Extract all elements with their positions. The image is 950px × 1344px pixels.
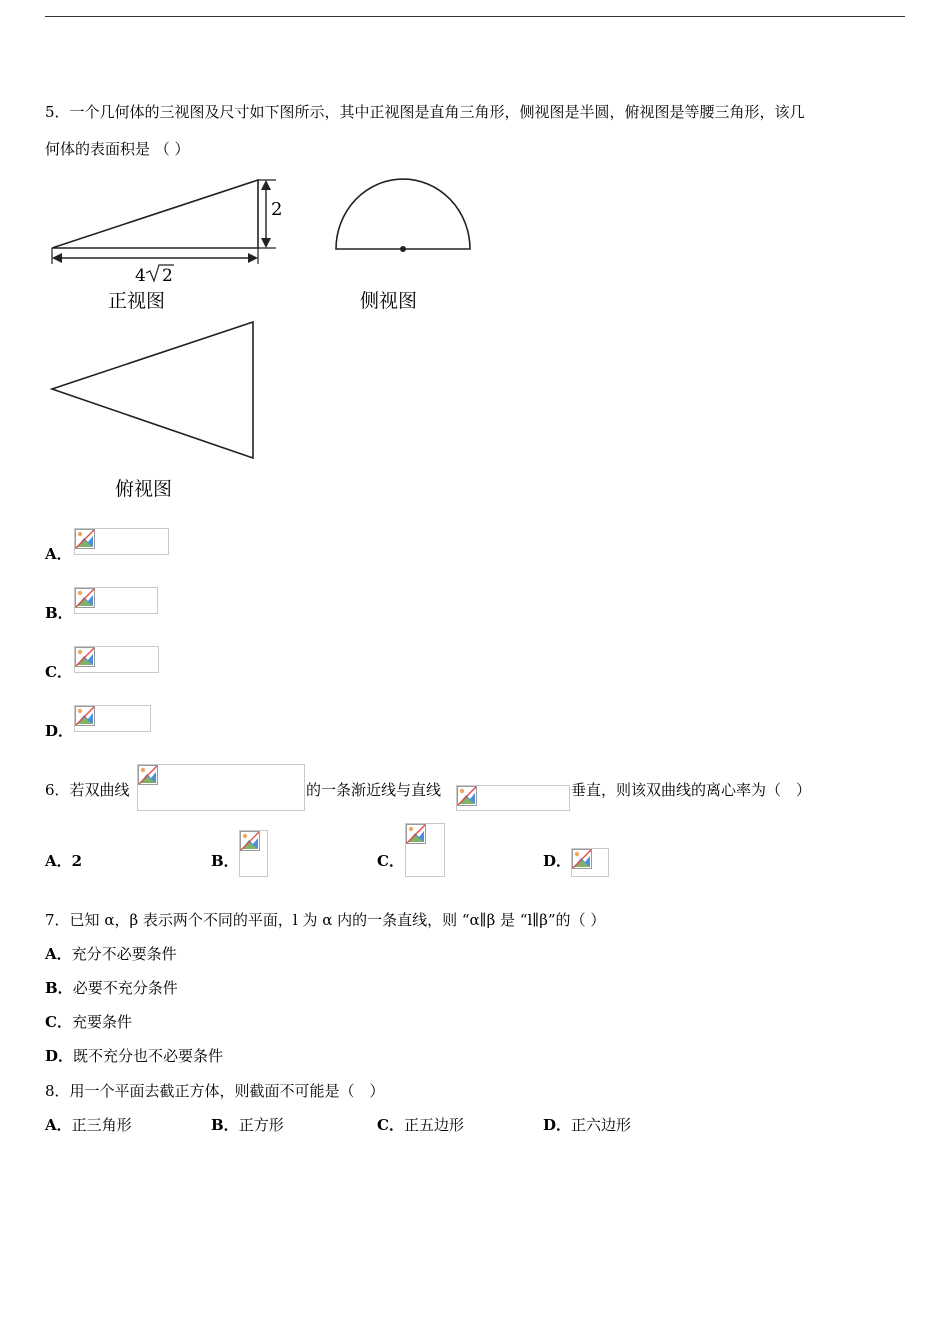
side-view-semicircle <box>336 179 470 249</box>
q7-option-b <box>45 977 178 999</box>
q5-stem-line2 <box>45 138 190 160</box>
q8-option-a <box>45 1114 132 1136</box>
side-view-caption: 侧视图 <box>360 290 418 312</box>
q8-option-a-value: 正三角形 <box>71 1116 132 1134</box>
q6-option-a-label: A． <box>45 852 72 870</box>
q5-option-c-label: C． <box>45 663 72 681</box>
q5-option-b-image[interactable] <box>74 587 158 614</box>
q6-line-equation-image[interactable] <box>456 785 570 811</box>
q8-stem <box>45 1080 385 1102</box>
q8-option-b <box>211 1114 284 1136</box>
q7-option-d-label: D． <box>45 1047 74 1065</box>
side-view-center-dot <box>400 246 406 252</box>
q5-option-a-label: A． <box>45 545 72 563</box>
q6-option-b-label: B． <box>211 852 239 870</box>
q6-option-b-image[interactable] <box>239 830 268 877</box>
header-rule <box>45 16 905 17</box>
q5-text-line1: 一个几何体的三视图及尺寸如下图所示，其中正视图是直角三角形，侧视图是半圆，俯视图是等腰三角形，该几 <box>69 103 805 121</box>
broken-image-icon <box>138 765 158 785</box>
q8-number: 8． <box>45 1082 70 1100</box>
q7-option-c <box>45 1011 132 1033</box>
q7-option-a-label: A． <box>45 945 72 963</box>
broken-image-icon <box>75 529 95 549</box>
top-view-caption: 俯视图 <box>115 478 173 500</box>
q7-option-a-value: 充分不必要条件 <box>71 945 177 963</box>
q8-option-c <box>377 1114 464 1136</box>
q8-option-a-label: A． <box>45 1116 72 1134</box>
q5-option-c-image[interactable] <box>74 646 159 673</box>
q6-option-c-image[interactable] <box>405 823 445 877</box>
broken-image-icon <box>75 647 95 667</box>
front-view-triangle <box>52 180 258 248</box>
q7-option-c-label: C． <box>45 1013 72 1031</box>
q8-option-d-value: 正六边形 <box>571 1116 632 1134</box>
q6-option-a <box>45 850 82 872</box>
q8-option-c-label: C． <box>377 1116 404 1134</box>
broken-image-icon <box>75 588 95 608</box>
q7-number: 7． <box>45 911 70 929</box>
q6-option-a-value: 2 <box>71 852 83 870</box>
q7-option-a <box>45 943 177 965</box>
broken-image-icon <box>406 824 426 844</box>
q6-hyperbola-equation-image[interactable] <box>137 764 305 811</box>
top-view-triangle <box>52 322 253 458</box>
broken-image-icon <box>572 849 592 869</box>
q5-option-d-image[interactable] <box>74 705 151 732</box>
width-label-radicand: 2 <box>162 266 173 286</box>
q6-option-c-label: C． <box>377 852 404 870</box>
q5-option-a-image[interactable] <box>74 528 169 555</box>
q6-number: 6． <box>45 781 70 799</box>
q6-option-d-image[interactable] <box>571 848 609 877</box>
q5-three-view-figure <box>40 170 500 500</box>
q5-text-line2: 何体的表面积是 （ ） <box>45 140 190 158</box>
q6-text-c: 垂直，则该双曲线的离心率为（ ） <box>571 781 812 799</box>
q8-option-d-label: D． <box>543 1116 572 1134</box>
q6-option-d-label: D． <box>543 852 572 870</box>
broken-image-icon <box>75 706 95 726</box>
q6-text-b: 的一条渐近线与直线 <box>306 781 442 799</box>
q7-option-b-label: B． <box>45 979 73 997</box>
q7-option-b-value: 必要不充分条件 <box>72 979 178 997</box>
q7-text: 已知 α，β 表示两个不同的平面，l 为 α 内的一条直线，则 “α∥β 是 “l∥β”的（ ） <box>69 911 606 929</box>
q6-stem <box>45 779 130 801</box>
q5-stem-line1 <box>45 101 805 123</box>
height-label: 2 <box>271 199 283 220</box>
q7-option-c-value: 充要条件 <box>71 1013 132 1031</box>
q6-text-a: 若双曲线 <box>69 781 130 799</box>
q7-option-d-value: 既不充分也不必要条件 <box>73 1047 224 1065</box>
broken-image-icon <box>457 786 477 806</box>
width-label-coeff: 4 <box>135 266 146 286</box>
q8-option-b-value: 正方形 <box>238 1116 284 1134</box>
q8-text: 用一个平面去截正方体，则截面不可能是（ ） <box>69 1082 385 1100</box>
q7-option-d <box>45 1045 223 1067</box>
q5-number: 5． <box>45 103 70 121</box>
q5-option-b-label: B． <box>45 604 73 622</box>
front-view-caption: 正视图 <box>108 290 166 312</box>
q8-option-b-label: B． <box>211 1116 239 1134</box>
q8-option-c-value: 正五边形 <box>403 1116 464 1134</box>
q8-option-d <box>543 1114 631 1136</box>
broken-image-icon <box>240 831 260 851</box>
q5-option-d-label: D． <box>45 722 74 740</box>
q7-stem <box>45 909 605 931</box>
